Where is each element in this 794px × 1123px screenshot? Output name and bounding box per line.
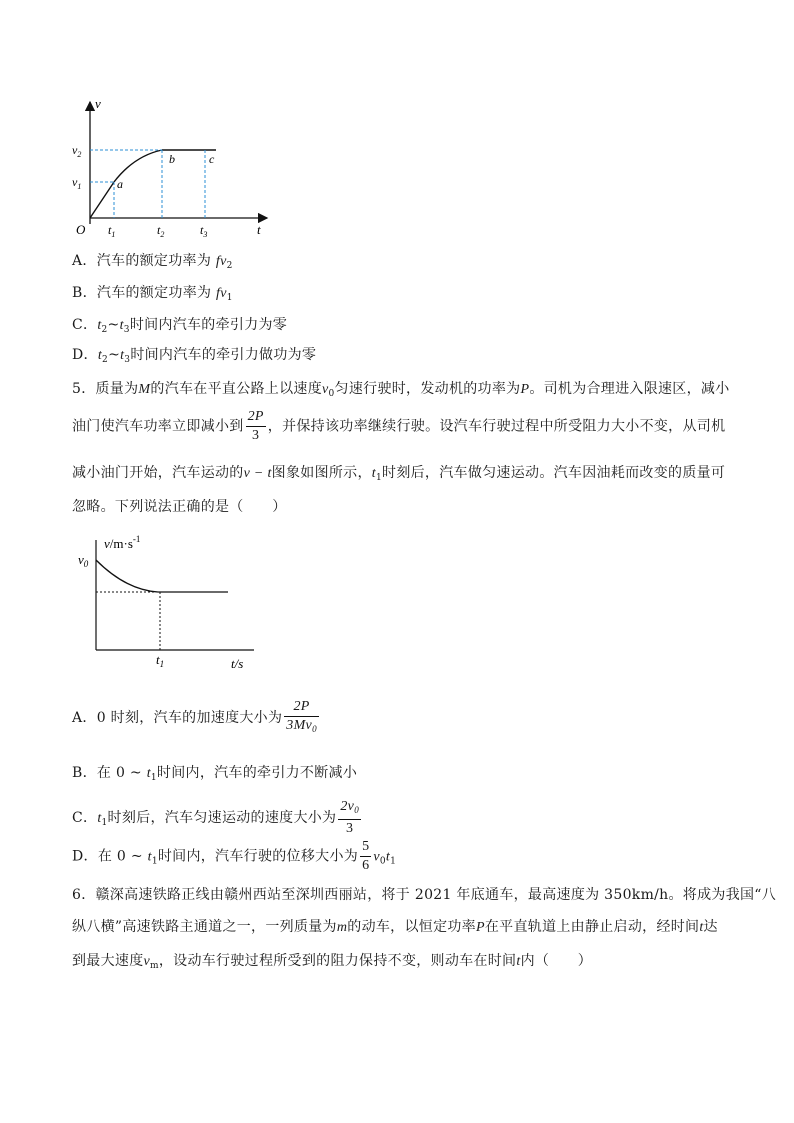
velocity-curve	[96, 560, 228, 592]
fraction-a: $\frac{2P}{3Mv_0}$	[286, 699, 317, 734]
figure-2-vt-graph	[76, 530, 276, 675]
q5-option-d: D．在 0 ~ $t_1$时间内，汽车行驶的位移大小为 $\frac{5}{6}$ $v_0t_1$	[72, 839, 397, 873]
q4-option-c: C．$t_2\sim t_3$时间内汽车的牵引力为零	[72, 317, 288, 335]
point-a: a	[117, 177, 123, 191]
q5-stem-line-1: 5．质量为M的汽车在平直公路上以速度$v_0$匀速行驶时，发动机的功率为P。司机为合理进入限速区，减小	[72, 381, 730, 399]
q5-stem-line-3: 减小油门开始，汽车运动的v − t图象如图所示，$t_1$时刻后，汽车做匀速运动。汽车因油耗而改变的质量可	[72, 465, 726, 483]
q5-stem-line-4: 忽略。下列说法正确的是（ ）	[72, 499, 287, 515]
origin-label: O	[76, 222, 86, 237]
y-axis-label: $v/m\cdot s^{-1}$	[104, 534, 141, 551]
v0-label: $v_0$	[78, 552, 89, 569]
tick-t3: $t_3$	[200, 223, 208, 239]
q4-option-b: B．汽车的额定功率为 $fv_1$	[72, 285, 233, 303]
fraction-c: $\frac{2v_0}{3}$	[340, 799, 359, 836]
point-b: b	[169, 152, 175, 166]
q5-option-b: B．在 0 ~ $t_1$时间内，汽车的牵引力不断减小	[72, 765, 358, 783]
q5-stem-line-2: 油门使汽车功率立即减小到 $\frac{2P}{3}$ ，并保持该功率继续行驶。设汽车行驶过程中所受阻力大小不变，从司机	[72, 409, 726, 443]
tick-t2: $t_2$	[157, 223, 165, 239]
tick-v2: $v_2$	[72, 143, 82, 159]
x-axis-label: t/s	[231, 656, 244, 671]
velocity-curve	[90, 150, 216, 218]
point-c: c	[209, 152, 215, 166]
tick-t1: $t_1$	[108, 223, 116, 239]
y-axis-label: v	[95, 96, 101, 111]
q5-option-c: C．$t_1$时刻后，汽车匀速运动的速度大小为 $\frac{2v_0}{3}$	[72, 799, 359, 836]
x-axis-label: t	[257, 222, 261, 237]
q6-stem-line-1: 6．赣深高速铁路正线由赣州西站至深圳西丽站，将于 2021 年底通车，最高速度为 350km/h。将成为我国“八	[72, 887, 777, 903]
q5-option-a: A．0 时刻，汽车的加速度大小为 $\frac{2P}{3Mv_0}$	[72, 698, 321, 738]
figure-1-vt-graph	[62, 94, 282, 244]
q6-stem-line-2: 纵八横”高速铁路主通道之一，一列质量为m的动车，以恒定功率P在平直轨道上由静止启动，经时间t达	[72, 919, 718, 935]
fraction-2p-over-3: $\frac{2P}{3}$	[247, 409, 264, 443]
tick-v1: $v_1$	[72, 175, 82, 191]
q4-option-a: A．汽车的额定功率为 $fv_2$	[72, 253, 233, 271]
q6-stem-line-3: 到最大速度$v_m$，设动车行驶过程所受到的阻力保持不变，则动车在时间t内（ ）	[72, 953, 593, 971]
t1-label: $t_1$	[156, 652, 165, 669]
q4-option-d: D．$t_2\sim t_3$时间内汽车的牵引力做功为零	[72, 347, 317, 365]
fraction-d: $\frac{5}{6}$	[362, 839, 370, 873]
